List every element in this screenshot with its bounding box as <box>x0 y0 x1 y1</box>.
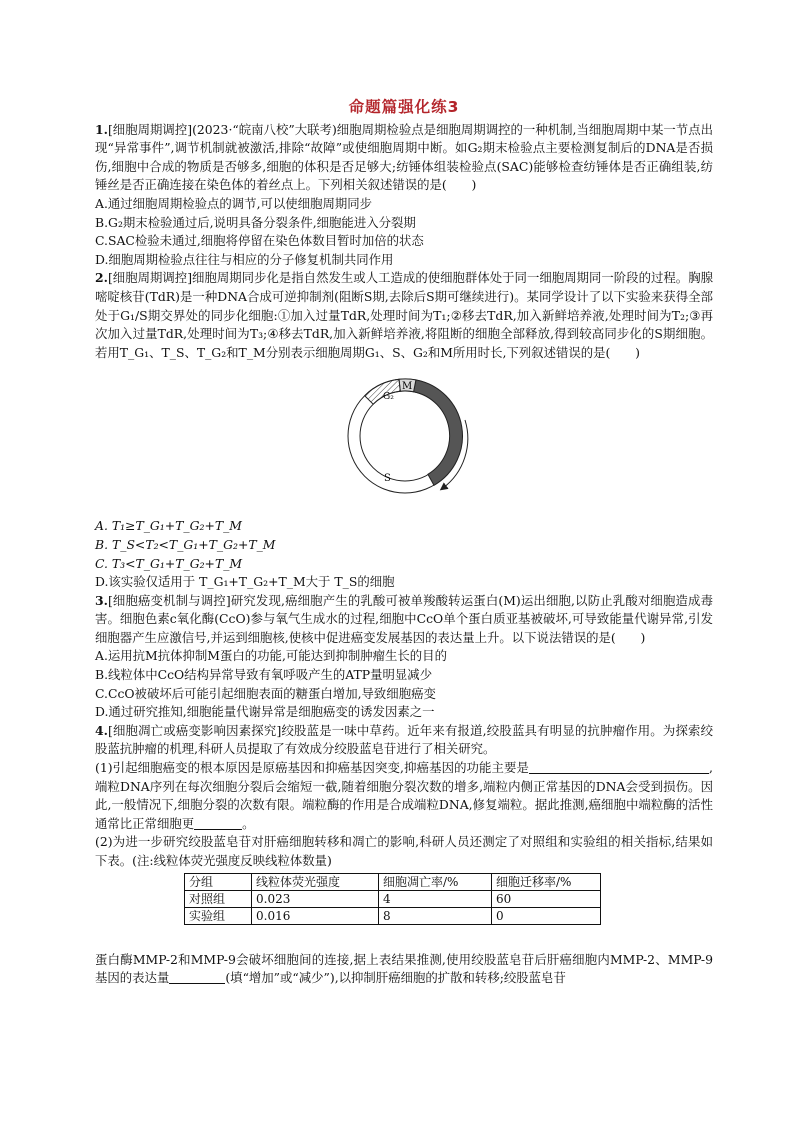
question-number: 3. <box>95 592 108 608</box>
m-label: M <box>402 381 413 393</box>
question-2-stem <box>95 269 713 362</box>
table-cell: 4 <box>379 890 492 907</box>
question-text: [细胞周期调控](2023·“皖南八校”大联考)细胞周期检验点是细胞周期调控的一种机制,当细胞周期中某一节点出现“异常事件”,调节机制就被激活,排除“故障”或使细胞周期中断。如G₂期末检验点主要检测复制后的DNA是否损伤,细胞中合成的物质是否够多,细胞的体积是否足够大;纺锤体组装检验点(SAC)能够检查纺锤体是否正确组装,纺锤丝是否正确连接在染色体的着丝点上。下列相关叙述错误的是( ) <box>95 121 713 193</box>
question-text: [细胞周期调控]细胞周期同步化是指自然发生或人工造成的使细胞群体处于同一细胞周期同一阶段的过程。胸腺嘧啶核苷(TdR)是一种DNA合成可逆抑制剂(阻断S期,去除后S期可继续进行)。某同学设计了以下实验来获得全部处于G₁/S期交界处的同步化细胞:①加入过量TdR,处理时间为T₁;②移去TdR,加入新鲜培养液,处理时间为T₂;③再次加入过量TdR,处理时间为T₃;④移去TdR,加入新鲜培养液,将阻断的细胞全部释放,得到较高同步化的S期细胞。若用T_G₁、T_S、T_G₂和T_M分别表示细胞周期G₁、S、G₂和M所用时长,下列叙述错误的是( ) <box>95 270 713 360</box>
question-number: 1. <box>95 121 108 137</box>
answer-blank-2[interactable] <box>194 816 242 830</box>
question-text: [细胞癌变机制与调控]研究发现,癌细胞产生的乳酸可被单羧酸转运蛋白(M)运出细胞,以防止乳酸对细胞造成毒害。细胞色素c氧化酶(CcO)参与氧气生成水的过程,细胞中CcO单个蛋白质亚基被破坏,可导致能量代谢异常,引发细胞器产生应激信号,并运到细胞核,使核中促进癌变发展基因的表达量上升。以下说法错误的是( ) <box>95 592 713 645</box>
part-1-text-a: (1)引起细胞癌变的根本原因是原癌基因和抑癌基因突变,抑癌基因的功能主要是 <box>95 760 530 776</box>
question-text: [细胞凋亡或癌变影响因素探究]绞股蓝是一味中草药。近年来有报道,绞股蓝具有明显的抗肿瘤作用。为探索绞股蓝抗肿瘤的机理,科研人员提取了有效成分绞股蓝皂苷进行了相关研究。 <box>95 722 713 757</box>
option-b: B.G₂期末检验通过后,说明具备分裂条件,细胞能进入分裂期 <box>95 214 416 230</box>
question-2 <box>95 269 713 591</box>
table-cell: 实验组 <box>185 907 252 924</box>
question-4-part-1 <box>95 759 713 833</box>
table-header-row <box>185 873 601 890</box>
option-b: B. T_S<T₂<T_G₁+T_G₂+T_M <box>95 536 276 552</box>
cell-cycle-diagram <box>333 366 483 511</box>
part-3-text-a: 蛋白酶MMP-2和MMP-9会破坏细胞间的连接,据上表结果推测,使用绞股蓝皂苷后肝癌细胞内MMP-2、MMP-9基因的表达量 <box>95 951 713 986</box>
table-cell: 对照组 <box>185 890 252 907</box>
table-row <box>185 890 601 907</box>
question-3-stem <box>95 592 713 648</box>
worksheet <box>95 98 713 988</box>
option-d: D.通过研究推知,细胞能量代谢异常是细胞癌变的诱发因素之一 <box>95 704 435 720</box>
option-c: C.SAC检验未通过,细胞将停留在染色体数目暂时加倍的状态 <box>95 233 424 249</box>
question-number: 4. <box>95 722 108 738</box>
answer-blank-1[interactable] <box>529 760 709 774</box>
option-a: A. T₁≥T_G₁+T_G₂+T_M <box>95 518 242 534</box>
table-cell: 0.023 <box>252 890 379 907</box>
question-1 <box>95 121 713 270</box>
answer-blank-3[interactable] <box>169 970 225 984</box>
table-cell: 0 <box>492 907 601 924</box>
question-number: 2. <box>95 270 108 286</box>
part-3-text-b: (填“增加”或“减少”),以抑制肝癌细胞的扩散和转移;绞股蓝皂苷 <box>225 970 566 986</box>
table-cell: 8 <box>379 907 492 924</box>
option-c: C. T₃<T_G₁+T_G₂+T_M <box>95 555 243 571</box>
results-table <box>184 873 601 925</box>
table-row <box>185 907 601 924</box>
g2-label: G₂ <box>383 392 394 403</box>
question-1-stem <box>95 121 713 195</box>
question-3 <box>95 592 713 722</box>
option-a: A.运用抗M抗体抑制M蛋白的功能,可能达到抑制肿瘤生长的目的 <box>95 648 447 664</box>
g1-label: G₁ <box>434 430 446 442</box>
table-header: 分组 <box>185 873 252 890</box>
option-d: D.该实验仅适用于 T_G₁+T_G₂+T_M大于 T_S的细胞 <box>95 574 395 590</box>
option-c: C.CcO被破坏后可能引起细胞表面的糖蛋白增加,导致细胞癌变 <box>95 685 436 701</box>
question-4-part-3 <box>95 951 713 988</box>
option-d: D.细胞周期检验点往往与相应的分子修复机制共同作用 <box>95 251 394 267</box>
table-header: 细胞凋亡率/% <box>379 873 492 890</box>
question-4 <box>95 722 713 988</box>
option-a: A.通过细胞周期检验点的调节,可以使细胞周期同步 <box>95 195 373 211</box>
table-cell: 0.016 <box>252 907 379 924</box>
part-1-end: 。 <box>242 815 255 831</box>
page-title: 命题篇强化练3 <box>348 98 460 116</box>
part-1-text-b: ,端粒DNA序列在每次细胞分裂后会缩短一截,随着细胞分裂次数的增多,端粒内侧正常基因的DNA会受到损伤。因此,一般情况下,细胞分裂的次数有限。端粒酶的作用是合成端粒DNA,修复端粒。据此推测,癌细胞中端粒酶的活性通常比正常细胞更 <box>95 760 713 831</box>
question-4-stem <box>95 722 713 759</box>
table-cell: 60 <box>492 890 601 907</box>
question-4-part-2: (2)为进一步研究绞股蓝皂苷对肝癌细胞转移和凋亡的影响,科研人员还测定了对照组和实验组的相关指标,结果如下表。(注:线粒体荧光强度反映线粒体数量) <box>95 834 713 868</box>
table-header: 细胞迁移率/% <box>492 873 601 890</box>
s-label: S <box>384 473 391 485</box>
option-b: B.线粒体中CcO结构异常导致有氧呼吸产生的ATP量明显减少 <box>95 667 433 683</box>
table-header: 线粒体荧光强度 <box>252 873 379 890</box>
